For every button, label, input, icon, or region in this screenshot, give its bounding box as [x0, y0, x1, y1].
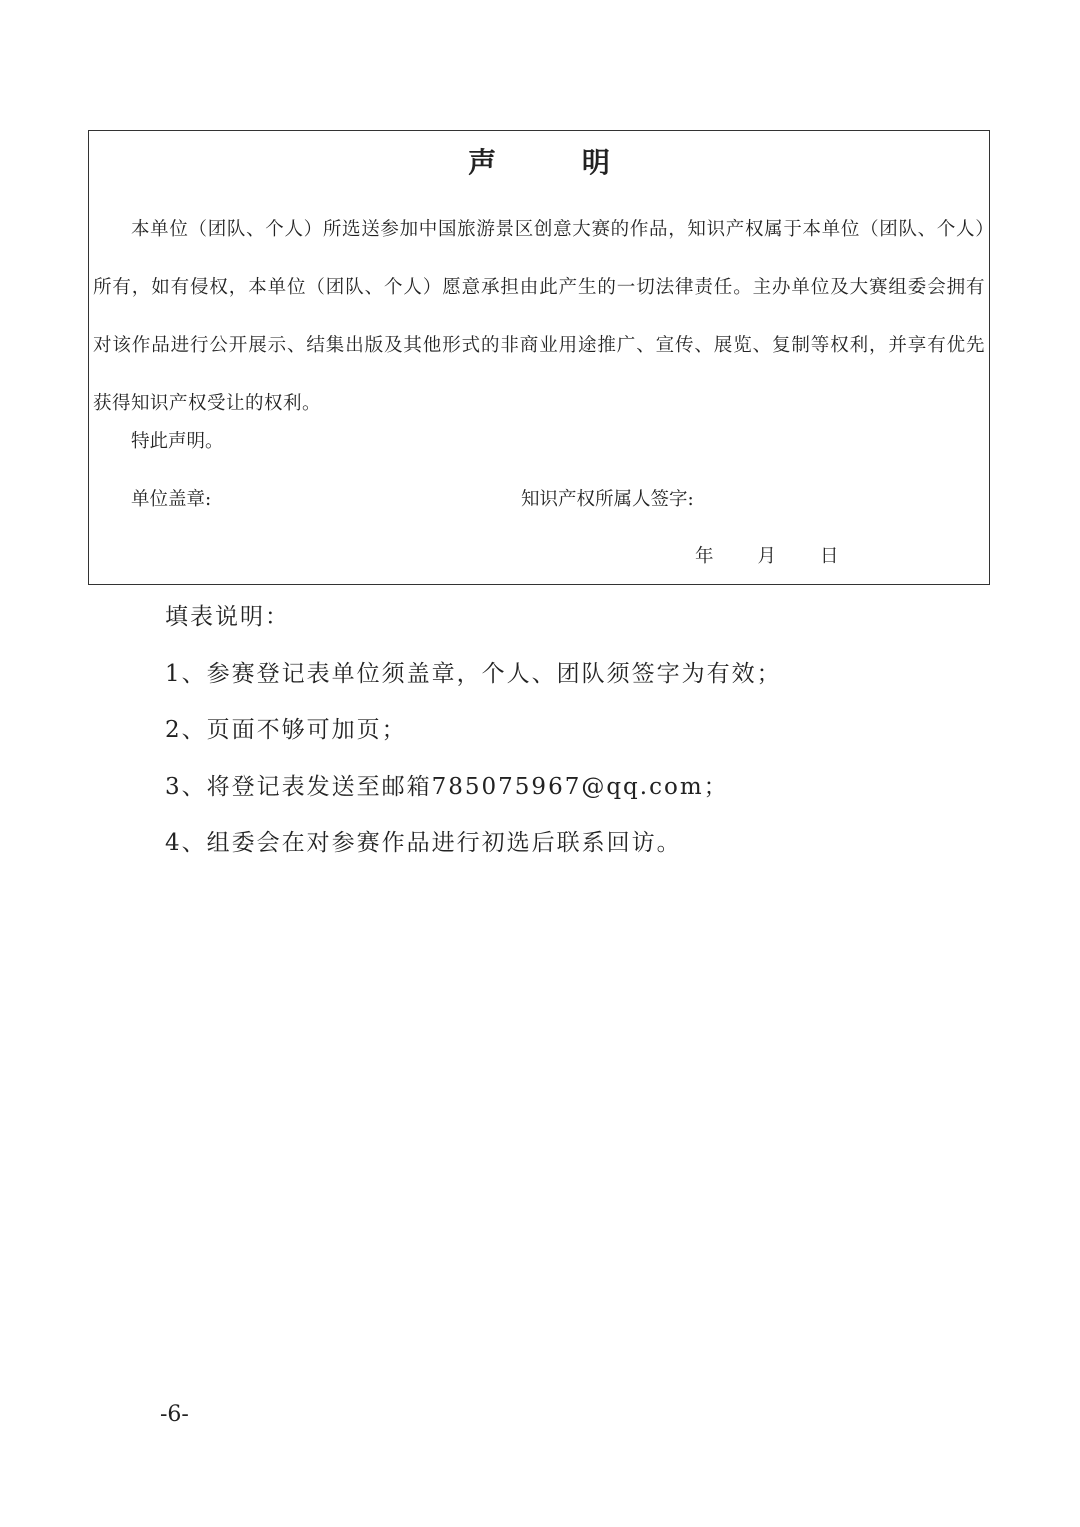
date-year: 年 — [695, 546, 714, 567]
declaration-body: 本单位（团队、个人）所选送参加中国旅游景区创意大赛的作品，知识产权属于本单位（团队、个人）所有，如有侵权，本单位（团队、个人）愿意承担由此产生的一切法律责任。主办单位及大赛组委会拥有对该作品进行公开展示、结集出版及其他形式的非商业用途推广、宣传、展览、复制等权利，并享有优先获得知识产权受让的权利。 — [93, 219, 985, 414]
declaration-title: 声 明 — [468, 146, 648, 179]
signature-label: 知识产权所属人签字: — [521, 489, 694, 510]
instruction-item: 3、将登记表发送至邮箱785075967@qq.com； — [165, 774, 729, 800]
declaration-box — [88, 130, 990, 585]
seal-label: 单位盖章: — [131, 489, 212, 510]
instruction-item: 4、组委会在对参赛作品进行初选后联系回访。 — [165, 830, 682, 856]
date-day: 日 — [820, 546, 839, 567]
date-month: 月 — [757, 546, 777, 567]
date-line — [695, 542, 839, 572]
declaration-closing: 特此声明。 — [131, 431, 224, 452]
instruction-item: 1、参赛登记表单位须盖章，个人、团队须签字为有效； — [165, 661, 782, 687]
instructions-title: 填表说明： — [165, 604, 290, 630]
instruction-item: 2、页面不够可加页； — [165, 717, 407, 743]
page-number: -6- — [160, 1402, 189, 1427]
